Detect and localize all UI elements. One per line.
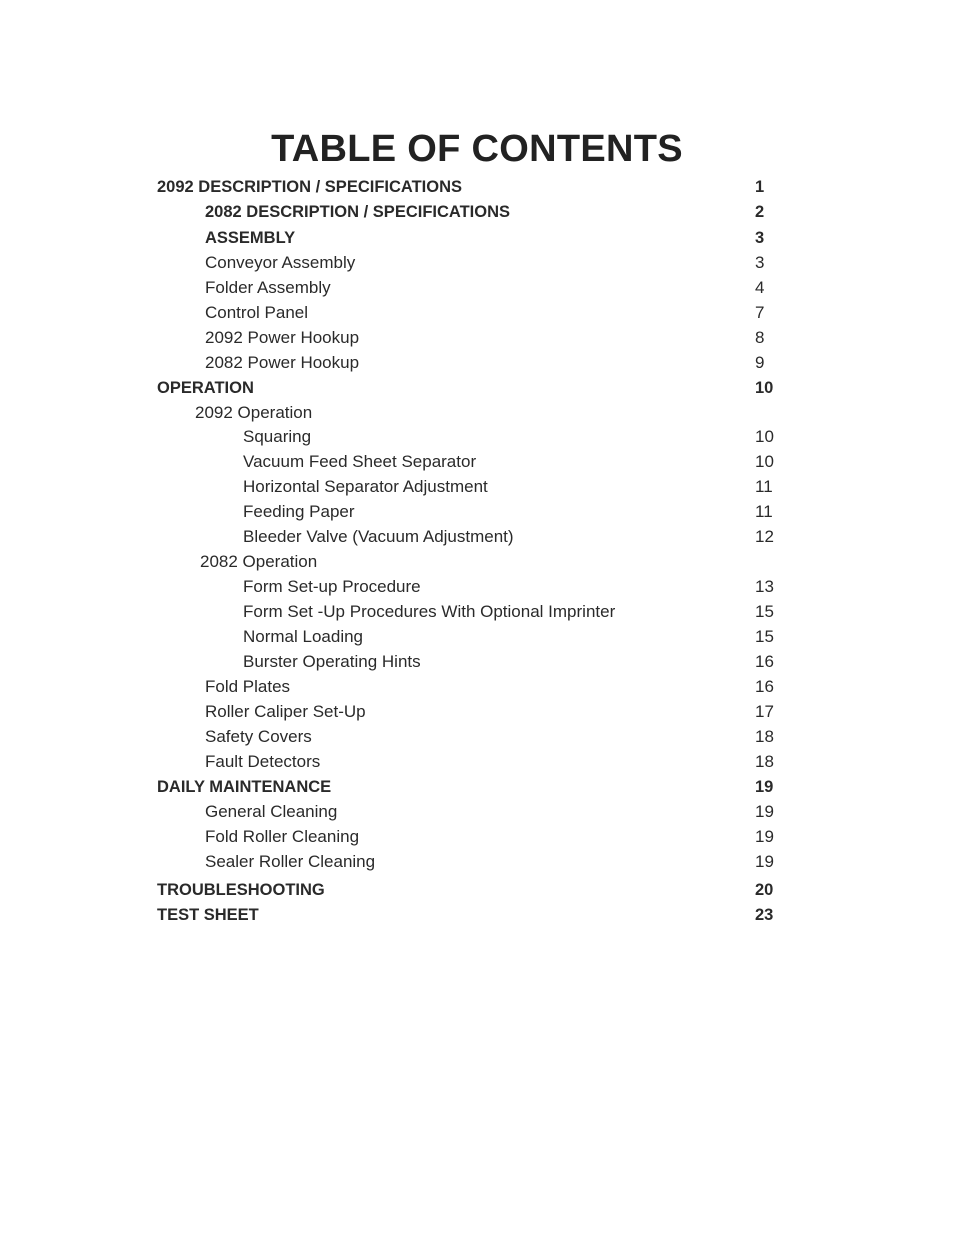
toc-entry-title: 2082 DESCRIPTION / SPECIFICATIONS — [205, 203, 511, 221]
toc-entry-title: Safety Covers — [205, 727, 312, 746]
toc-entry-troubleshooting — [0, 878, 954, 902]
toc-entry-title: 2082 Operation — [200, 552, 318, 571]
toc-entry-title: General Cleaning — [205, 802, 338, 821]
toc-entry-general-cleaning — [0, 800, 954, 824]
toc-entry-test-sheet — [0, 903, 954, 927]
toc-entry-page-number: 16 — [755, 652, 774, 671]
toc-entry-title: Feeding Paper — [243, 502, 355, 521]
toc-entry-page-number: 19 — [755, 852, 774, 871]
toc-entry-title: Fold Roller Cleaning — [205, 827, 360, 846]
toc-entry-title: ASSEMBLY — [205, 229, 296, 247]
toc-entry-page-number: 8 — [755, 328, 765, 347]
toc-entry-title: Control Panel — [205, 303, 309, 322]
toc-entry-title: OPERATION — [157, 379, 254, 397]
toc-entry-page-number: 10 — [755, 379, 774, 397]
toc-entry-normal-loading — [0, 625, 954, 649]
toc-entry-2082-description-specifications — [0, 200, 954, 224]
toc-entry-page-number: 15 — [755, 627, 774, 646]
toc-entry-daily-maintenance — [0, 775, 954, 799]
toc-entry-page-number: 18 — [755, 727, 774, 746]
toc-entry-operation — [0, 376, 954, 400]
toc-entry-page-number: 3 — [755, 253, 765, 272]
page-title: TABLE OF CONTENTS — [271, 128, 683, 171]
toc-entry-page-number: 16 — [755, 677, 774, 696]
toc-entry-title: Fold Plates — [205, 677, 291, 696]
toc-entry-title: Roller Caliper Set-Up — [205, 702, 366, 721]
toc-entry-title: 2082 Power Hookup — [205, 353, 360, 372]
toc-entry-title: DAILY MAINTENANCE — [157, 778, 332, 796]
toc-entry-page-number: 7 — [755, 303, 765, 322]
toc-entry-fold-roller-cleaning — [0, 825, 954, 849]
toc-entry-page-number: 3 — [755, 229, 765, 247]
toc-entry-2092-power-hookup — [0, 326, 954, 350]
toc-entry-assembly — [0, 226, 954, 250]
toc-entry-burster-operating-hints — [0, 650, 954, 674]
toc-entry-fold-plates — [0, 675, 954, 699]
toc-entry-title: Form Set -Up Procedures With Optional Imprinter — [243, 602, 616, 621]
toc-entry-feeding-paper — [0, 500, 954, 524]
toc-entry-page-number: 23 — [755, 906, 774, 924]
toc-entry-horizontal-separator-adjustment — [0, 475, 954, 499]
toc-entry-title: Normal Loading — [243, 627, 364, 646]
toc-entry-title: 2092 DESCRIPTION / SPECIFICATIONS — [157, 178, 463, 196]
toc-entry-page-number: 9 — [755, 353, 765, 372]
toc-entry-title: Conveyor Assembly — [205, 253, 356, 272]
toc-entry-conveyor-assembly — [0, 251, 954, 275]
toc-entry-title: Vacuum Feed Sheet Separator — [243, 452, 477, 471]
toc-entry-roller-caliper-set-up — [0, 700, 954, 724]
toc-entry-page-number: 1 — [755, 178, 765, 196]
toc-entry-page-number: 4 — [755, 278, 765, 297]
toc-entry-page-number: 11 — [755, 502, 773, 521]
toc-entry-page-number: 15 — [755, 602, 774, 621]
toc-entry-page-number: 20 — [755, 881, 774, 899]
toc-entry-title: Bleeder Valve (Vacuum Adjustment) — [243, 527, 514, 546]
toc-entry-fault-detectors — [0, 750, 954, 774]
toc-entry-folder-assembly — [0, 276, 954, 300]
toc-entry-title: Burster Operating Hints — [243, 652, 421, 671]
toc-entry-2082-operation — [0, 550, 954, 574]
toc-entry-form-set-up-procedure — [0, 575, 954, 599]
toc-entry-2092-description-specifications — [0, 175, 954, 199]
toc-entry-title: Horizontal Separator Adjustment — [243, 477, 488, 496]
toc-entry-2082-power-hookup — [0, 351, 954, 375]
toc-entry-title: Folder Assembly — [205, 278, 331, 297]
toc-entry-page-number: 13 — [755, 577, 774, 596]
toc-entry-title: Sealer Roller Cleaning — [205, 852, 376, 871]
toc-entry-title: 2092 Operation — [195, 403, 313, 422]
toc-entry-page-number: 19 — [755, 827, 774, 846]
toc-entry-page-number: 10 — [755, 427, 774, 446]
toc-entry-page-number: 11 — [755, 477, 773, 496]
toc-entry-title: TROUBLESHOOTING — [157, 881, 325, 899]
toc-entry-page-number: 18 — [755, 752, 774, 771]
toc-entry-title: Fault Detectors — [205, 752, 321, 771]
toc-entry-control-panel — [0, 301, 954, 325]
toc-entry-title: TEST SHEET — [157, 906, 259, 924]
toc-entry-2092-operation — [0, 401, 954, 425]
toc-entry-page-number: 2 — [755, 203, 765, 221]
toc-entry-form-set-up-procedures-with-optional-imprinter — [0, 600, 954, 624]
toc-entry-vacuum-feed-sheet-separator — [0, 450, 954, 474]
toc-entry-page-number: 17 — [755, 702, 774, 721]
toc-entry-title: Squaring — [243, 427, 312, 446]
toc-entry-title: 2092 Power Hookup — [205, 328, 360, 347]
toc-entry-page-number: 10 — [755, 452, 774, 471]
toc-entry-page-number: 19 — [755, 778, 774, 796]
toc-entry-squaring — [0, 425, 954, 449]
toc-entry-safety-covers — [0, 725, 954, 749]
toc-entry-title: Form Set-up Procedure — [243, 577, 421, 596]
toc-entry-page-number: 12 — [755, 527, 774, 546]
toc-entry-page-number: 19 — [755, 802, 774, 821]
toc-entry-sealer-roller-cleaning — [0, 850, 954, 874]
toc-entry-bleeder-valve-vacuum-adjustment — [0, 525, 954, 549]
